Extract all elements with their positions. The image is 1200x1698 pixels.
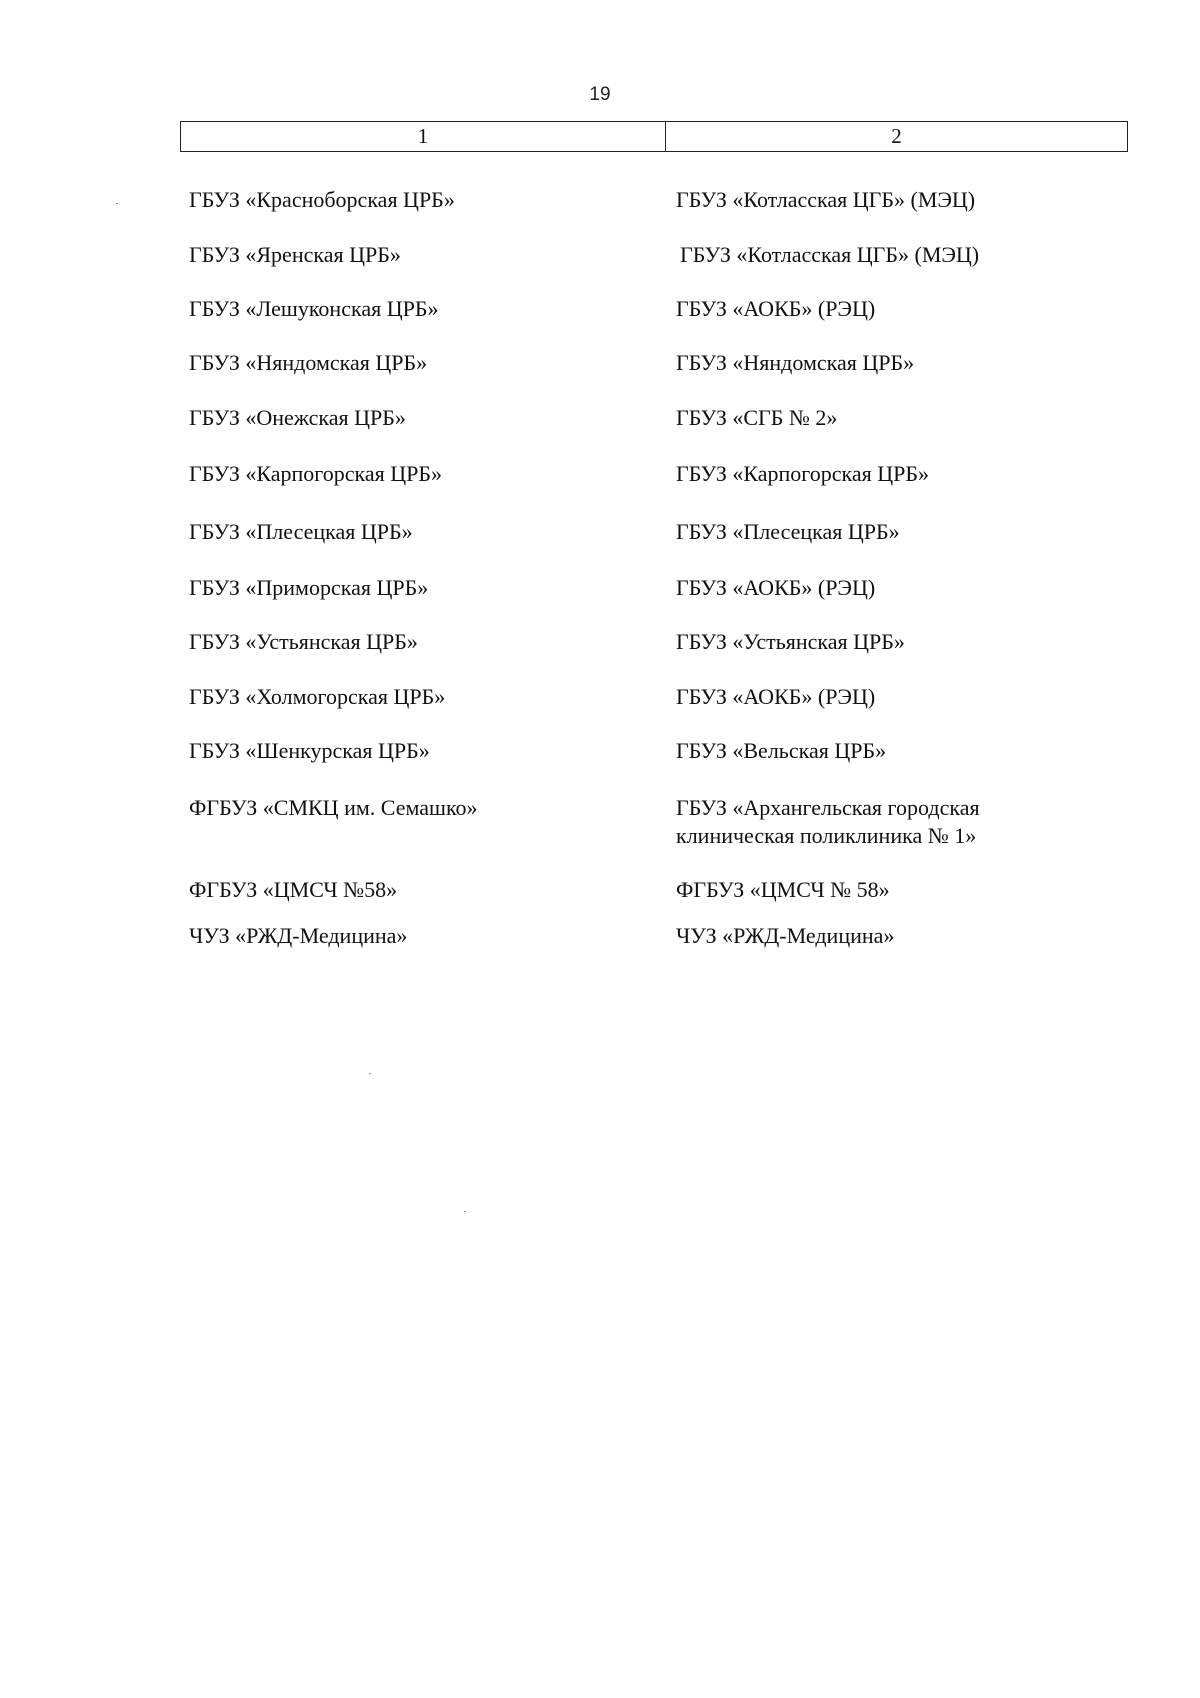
row-left-cell: ГБУЗ «Красноборская ЦРБ» <box>189 187 455 212</box>
row-left-cell: ГБУЗ «Карпогорская ЦРБ» <box>189 461 443 486</box>
row-right-cell: ГБУЗ «АОКБ» (РЭЦ) <box>676 575 876 600</box>
scan-speck <box>369 1073 371 1074</box>
row-left-cell: ГБУЗ «Яренская ЦРБ» <box>189 242 401 267</box>
row-left-cell: ГБУЗ «Онежская ЦРБ» <box>189 405 406 430</box>
scan-speck <box>464 1211 466 1212</box>
row-right-cell: ГБУЗ «Архангельская городская клиническая поликлиника № 1» <box>676 795 980 848</box>
row-right-cell: ГБУЗ «Котласская ЦГБ» (МЭЦ) <box>676 187 976 212</box>
column-header-1: 1 <box>181 122 666 151</box>
table-header <box>180 121 1128 152</box>
row-right-cell: ГБУЗ «Вельская ЦРБ» <box>676 738 887 763</box>
row-right-cell: ГБУЗ «АОКБ» (РЭЦ) <box>676 684 876 709</box>
row-left-cell: ГБУЗ «Шенкурская ЦРБ» <box>189 738 430 763</box>
row-left-cell: ГБУЗ «Няндомская ЦРБ» <box>189 350 428 375</box>
row-left-cell: ГБУЗ «Лешуконская ЦРБ» <box>189 296 439 321</box>
row-right-cell: ГБУЗ «Котласская ЦГБ» (МЭЦ) <box>680 242 980 267</box>
row-right-cell: ФГБУЗ «ЦМСЧ № 58» <box>676 877 890 902</box>
page-number: 19 <box>589 84 611 105</box>
row-right-cell: ГБУЗ «Устьянская ЦРБ» <box>676 629 905 654</box>
row-right-cell: ГБУЗ «СГБ № 2» <box>676 405 838 430</box>
row-left-cell: ГБУЗ «Приморская ЦРБ» <box>189 575 429 600</box>
scan-speck <box>116 203 118 204</box>
row-right-cell: ГБУЗ «Няндомская ЦРБ» <box>676 350 915 375</box>
row-right-cell: ГБУЗ «Плесецкая ЦРБ» <box>676 519 900 544</box>
row-left-cell: ГБУЗ «Устьянская ЦРБ» <box>189 629 418 654</box>
row-right-cell: ГБУЗ «Карпогорская ЦРБ» <box>676 461 930 486</box>
row-left-cell: ГБУЗ «Плесецкая ЦРБ» <box>189 519 413 544</box>
row-right-cell: ЧУЗ «РЖД-Медицина» <box>676 923 895 948</box>
column-header-2: 2 <box>891 124 902 148</box>
row-left-cell: ФГБУЗ «СМКЦ им. Семашко» <box>189 795 478 820</box>
row-left-cell: ФГБУЗ «ЦМСЧ №58» <box>189 877 398 902</box>
row-left-cell: ЧУЗ «РЖД-Медицина» <box>189 923 408 948</box>
row-right-cell: ГБУЗ «АОКБ» (РЭЦ) <box>676 296 876 321</box>
row-left-cell: ГБУЗ «Холмогорская ЦРБ» <box>189 684 446 709</box>
